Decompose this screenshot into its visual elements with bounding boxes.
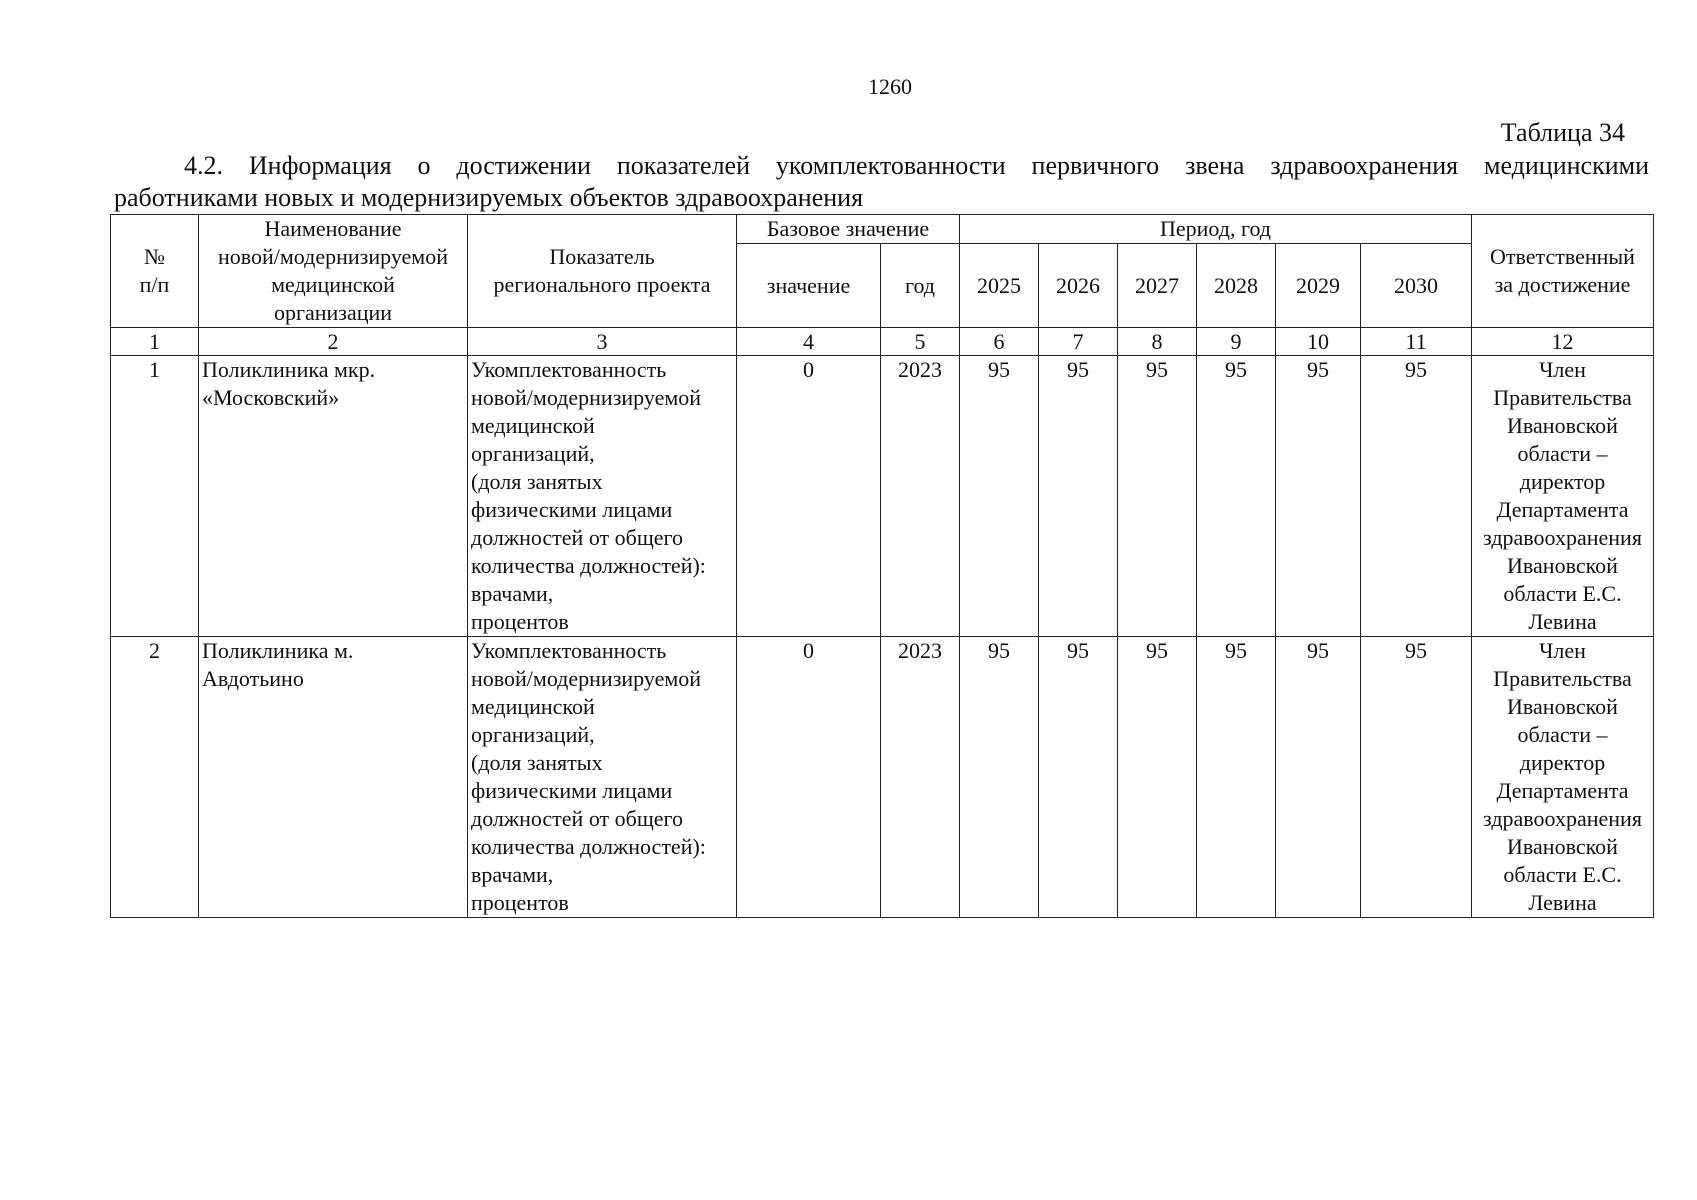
header-base-year: год bbox=[881, 244, 960, 328]
column-number: 5 bbox=[881, 328, 960, 356]
column-number: 10 bbox=[1276, 328, 1361, 356]
staffing-indicators-table bbox=[110, 214, 1654, 918]
column-number: 11 bbox=[1361, 328, 1472, 356]
header-year-2027: 2027 bbox=[1118, 244, 1197, 328]
value-2025: 95 bbox=[960, 637, 1039, 918]
responsible-person: Член Правительства Ивановской области – директор Департамента здравоохранения Ивановской области Е.С. Левина bbox=[1472, 356, 1654, 637]
header-year-2026: 2026 bbox=[1039, 244, 1118, 328]
header-organization-name: Наименование новой/модернизируемой медицинской организации bbox=[199, 215, 468, 328]
row-number: 2 bbox=[111, 637, 199, 918]
base-value: 0 bbox=[737, 356, 881, 637]
header-base-value-group: Базовое значение bbox=[737, 215, 960, 244]
section-heading bbox=[114, 150, 1649, 214]
column-number: 3 bbox=[468, 328, 737, 356]
value-2028: 95 bbox=[1197, 637, 1276, 918]
column-number: 1 bbox=[111, 328, 199, 356]
header-year-2025: 2025 bbox=[960, 244, 1039, 328]
value-2030: 95 bbox=[1361, 356, 1472, 637]
column-number: 6 bbox=[960, 328, 1039, 356]
base-year: 2023 bbox=[881, 356, 960, 637]
indicator-text: Укомплектованность новой/модернизируемой медицинской организаций, (доля занятых физическими лицами должностей от общего количества должностей): врачами, процентов bbox=[468, 637, 737, 918]
section-heading-line-1: 4.2. Информация о достижении показателей укомплектованности первичного звена здравоохранения медицинскими bbox=[184, 151, 1649, 180]
column-number: 7 bbox=[1039, 328, 1118, 356]
page-number: 1260 bbox=[868, 74, 912, 99]
organization-name: Поликлиника мкр. «Московский» bbox=[199, 356, 468, 637]
value-2027: 95 bbox=[1118, 356, 1197, 637]
header-row-number: № п/п bbox=[111, 215, 199, 328]
column-number: 9 bbox=[1197, 328, 1276, 356]
value-2030: 95 bbox=[1361, 637, 1472, 918]
table-row bbox=[111, 637, 1654, 918]
header-base-value: значение bbox=[737, 244, 881, 328]
responsible-person: Член Правительства Ивановской области – директор Департамента здравоохранения Ивановской области Е.С. Левина bbox=[1472, 637, 1654, 918]
row-number: 1 bbox=[111, 356, 199, 637]
base-year: 2023 bbox=[881, 637, 960, 918]
section-heading-line-2: работниками новых и модернизируемых объектов здравоохранения bbox=[114, 183, 864, 212]
header-year-2030: 2030 bbox=[1361, 244, 1472, 328]
value-2028: 95 bbox=[1197, 356, 1276, 637]
column-number-row bbox=[111, 328, 1654, 356]
column-number: 12 bbox=[1472, 328, 1654, 356]
column-number: 8 bbox=[1118, 328, 1197, 356]
value-2029: 95 bbox=[1276, 637, 1361, 918]
column-number: 2 bbox=[199, 328, 468, 356]
organization-name: Поликлиника м. Авдотьино bbox=[199, 637, 468, 918]
base-value: 0 bbox=[737, 637, 881, 918]
table-label: Таблица 34 bbox=[1500, 118, 1625, 147]
header-period-group: Период, год bbox=[960, 215, 1472, 244]
value-2027: 95 bbox=[1118, 637, 1197, 918]
header-year-2028: 2028 bbox=[1197, 244, 1276, 328]
header-year-2029: 2029 bbox=[1276, 244, 1361, 328]
header-responsible: Ответственный за достижение bbox=[1472, 215, 1654, 328]
value-2026: 95 bbox=[1039, 637, 1118, 918]
indicator-text: Укомплектованность новой/модернизируемой медицинской организаций, (доля занятых физическими лицами должностей от общего количества должностей): врачами, процентов bbox=[468, 356, 737, 637]
value-2026: 95 bbox=[1039, 356, 1118, 637]
column-number: 4 bbox=[737, 328, 881, 356]
header-indicator: Показатель регионального проекта bbox=[468, 215, 737, 328]
value-2029: 95 bbox=[1276, 356, 1361, 637]
table-row bbox=[111, 356, 1654, 637]
value-2025: 95 bbox=[960, 356, 1039, 637]
